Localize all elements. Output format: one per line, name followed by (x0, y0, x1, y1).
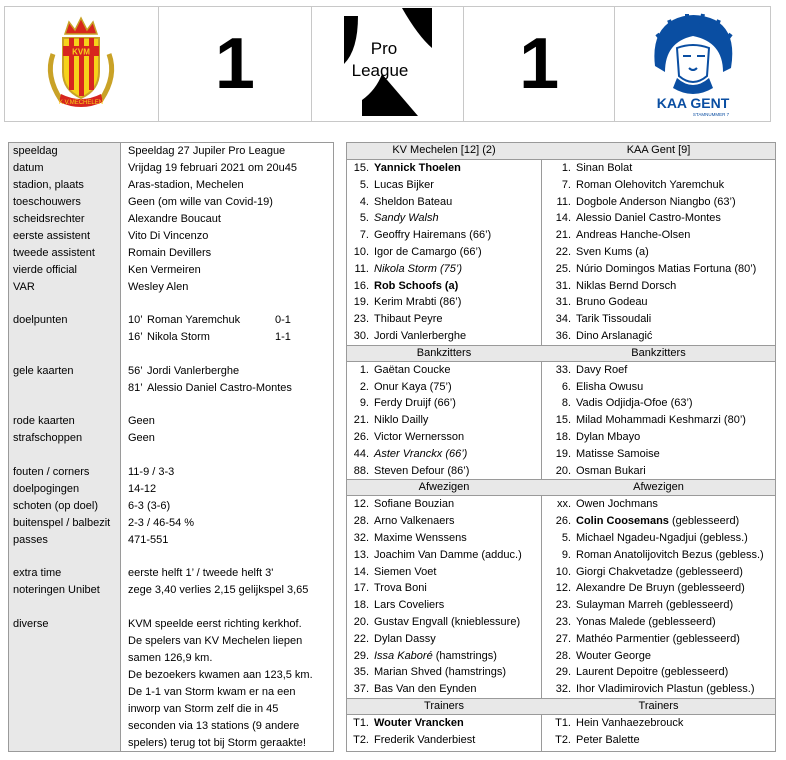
bench-home-row (341, 412, 428, 429)
absent-away-row (543, 614, 716, 631)
info-row-strafschoppen: strafschoppen Geen (13, 432, 155, 444)
starter-away-row (543, 294, 648, 311)
player-number: 9. (359, 397, 369, 410)
svg-text:K.V.MECHELEN: K.V.MECHELEN (59, 100, 104, 106)
away-score: 1 (519, 24, 560, 104)
player-name: Giorgi Chakvetadze (geblesseerd) (576, 565, 743, 578)
lineup-header (347, 143, 775, 160)
player-number: 31. (555, 296, 571, 309)
player-number: 7. (561, 178, 571, 191)
player-number: 18. (353, 599, 369, 612)
absent-away-row (543, 631, 740, 648)
match-header (4, 6, 771, 122)
player-name: Wouter George (576, 649, 652, 662)
player-name: Lars Coveliers (374, 599, 445, 612)
player-number: 34. (555, 313, 571, 326)
player-number: 4. (359, 195, 369, 208)
away-logo-cell (615, 7, 770, 121)
player-name: Davy Roef (576, 363, 628, 376)
player-number: 11. (556, 195, 571, 208)
player-name: Ferdy Druijf (66’) (374, 397, 456, 410)
bench-home-row (341, 395, 456, 412)
absent-away-row (543, 547, 764, 564)
diverse-line: De spelers van KV Mechelen liepen (128, 635, 303, 647)
diverse-line: seconden via 13 stations (9 andere (128, 720, 300, 732)
bench-home-row (341, 362, 450, 379)
starter-home-row (341, 210, 439, 227)
player-name: Onur Kaya (75’) (374, 380, 452, 393)
player-name: Niklo Dailly (374, 414, 429, 427)
trainers-header-away: Trainers (638, 700, 679, 712)
absent-home-row (341, 631, 436, 648)
player-name: Núrio Domingos Matias Fortuna (80’) (576, 262, 757, 275)
player-number: 5. (359, 178, 369, 191)
player-name: Sheldon Bateau (374, 195, 453, 208)
player-name: Wouter Vrancken (374, 717, 464, 729)
player-number: xx. (556, 498, 571, 511)
player-number: 5. (561, 532, 571, 544)
bench-away-row (543, 395, 693, 412)
absent-home-row (341, 513, 455, 530)
player-number: 17. (353, 582, 369, 595)
player-number: 21. (555, 229, 571, 242)
away-logo-sub: STAMNUMMER 7 (692, 112, 729, 116)
absent-home-row (341, 648, 497, 665)
trainers-header-home: Trainers (424, 700, 464, 712)
kaa-gent-logo-icon (643, 12, 743, 116)
player-number: 19. (353, 296, 369, 309)
absent-away-row (543, 648, 651, 665)
player-name: Trova Boni (374, 582, 427, 595)
player-name: Osman Bukari (576, 464, 646, 477)
player-name: Colin Coosemans (576, 515, 669, 528)
player-name: Hein Vanhaezebrouck (576, 717, 684, 729)
player-number: T2. (353, 733, 369, 746)
diverse-line: spelers) terug tot bij Storm geraakte! (128, 737, 306, 749)
player-number: 13. (353, 548, 369, 561)
trainer-home-row (341, 715, 464, 732)
player-name: Thibaut Peyre (374, 313, 443, 326)
player-number: 16. (353, 279, 369, 292)
player-number: 10. (555, 565, 571, 578)
player-name: Bas Van den Eynden (374, 683, 477, 696)
bench-away-row (543, 429, 640, 446)
info-row-schoten: schoten (op doel) 6-3 (3-6) (13, 500, 171, 512)
info-row-fouten: fouten / corners 11-9 / 3-3 (13, 466, 175, 478)
player-name: Bruno Godeau (576, 296, 648, 309)
player-number: 29. (353, 649, 369, 662)
player-number: 8. (561, 397, 571, 410)
player-number: T1. (555, 717, 571, 729)
info-row-buitenspel: buitenspel / balbezit 2-3 / 46-54 % (13, 517, 195, 529)
absent-away-row (543, 513, 739, 530)
player-number: 22. (555, 246, 571, 258)
absent-away-row (543, 664, 728, 681)
player-number: 10. (353, 246, 369, 258)
diverse-line: inworp van Storm zelf die in 45 (128, 703, 279, 715)
info-row-rode-kaarten: rode kaarten Geen (13, 415, 155, 427)
absent-home-row (341, 547, 522, 564)
player-name: Issa Kaboré (374, 649, 433, 662)
player-name: Ihor Vladimirovich Plastun (gebless.) (576, 683, 755, 696)
info-row-diverse: diverse KVM speelde eerst richting kerkhof. (13, 618, 302, 630)
player-name: Alexandre De Bruyn (geblesseerd) (576, 582, 745, 595)
player-name: Sandy Walsh (374, 212, 439, 225)
absent-home-row (341, 597, 444, 614)
player-number: 1. (359, 363, 369, 376)
player-name: Tarik Tissoudali (576, 313, 652, 326)
player-name: Frederik Vanderbiest (374, 733, 476, 746)
player-name: Michael Ngadeu-Ngadjui (gebless.) (576, 532, 748, 544)
absent-header-home: Afwezigen (418, 481, 470, 494)
league-logo-line1: Pro (371, 39, 398, 58)
player-name: Mathéo Parmentier (geblesseerd) (576, 632, 740, 645)
player-number: 5. (359, 212, 369, 225)
player-number: 22. (353, 632, 369, 645)
bench-home-row (341, 463, 469, 480)
starter-home-row (341, 311, 442, 328)
player-note: (geblesseerd) (668, 515, 740, 528)
bench-away-row (543, 463, 646, 480)
player-number: 12. (555, 582, 571, 595)
info-row-toeschouwers: toeschouwers Geen (om wille van Covid-19) (13, 196, 273, 208)
bench-away-row (543, 362, 627, 379)
info-row-goal2: 16’ Nikola Storm 1-1 (128, 331, 291, 343)
starter-away-row (543, 311, 651, 328)
player-number: 44. (353, 447, 369, 460)
player-name: Alessio Daniel Castro-Montes (576, 212, 721, 225)
player-name: Sven Kums (a) (576, 246, 649, 258)
bench-home-row (341, 379, 452, 396)
player-name: Rob Schoofs (a) (374, 279, 459, 292)
player-number: 7. (359, 229, 369, 242)
trainer-away-row (543, 715, 683, 732)
player-number: T2. (555, 733, 571, 746)
info-row-speeldag: speeldag Speeldag 27 Jupiler Pro League (13, 145, 286, 157)
absent-away-row (543, 496, 658, 513)
bench-home-row (341, 446, 467, 463)
player-name: Maxime Wenssens (374, 532, 467, 544)
player-number: T1. (353, 717, 369, 729)
player-number: 2. (359, 380, 369, 393)
player-name: Siemen Voet (374, 565, 437, 578)
player-number: 21. (353, 414, 369, 427)
home-logo-cell (5, 7, 159, 121)
player-name: Niklas Bernd Dorsch (576, 279, 677, 292)
player-number: 29. (555, 666, 571, 679)
info-row-passes: passes 471-551 (13, 534, 169, 546)
absent-away-row (543, 530, 748, 547)
starter-away-row (543, 160, 632, 177)
info-row-datum: datum Vrijdag 19 februari 2021 om 20u45 (13, 162, 297, 174)
player-name: Steven Defour (86’) (374, 464, 470, 477)
starter-home-row (341, 227, 491, 244)
bench-header-away: Bankzitters (631, 346, 686, 359)
player-name: Vadis Odjidja-Ofoe (63’) (576, 397, 693, 410)
player-name: Milad Mohammadi Keshmarzi (80’) (576, 414, 746, 427)
starter-away-row (543, 177, 724, 194)
player-number: 28. (555, 649, 571, 662)
player-number: 20. (353, 616, 369, 628)
league-logo-line2: League (352, 61, 409, 80)
starter-away-row (543, 278, 676, 295)
absent-home-row (341, 530, 467, 547)
info-row-official: vierde official Ken Vermeiren (13, 264, 201, 276)
info-row-doelpunten: doelpunten 10’ Roman Yaremchuk 0-1 (13, 314, 291, 326)
player-name: Gustav Engvall (knieblessure) (374, 616, 521, 628)
starter-away-row (543, 328, 652, 345)
absent-home-row (341, 496, 454, 513)
info-row-geel2: 81’ Alessio Daniel Castro-Montes (128, 382, 292, 394)
trainer-away-row (543, 732, 640, 749)
player-number: 88. (353, 464, 369, 477)
league-logo-cell (312, 7, 464, 121)
absent-home-row (341, 614, 520, 631)
absent-away-row (543, 564, 743, 581)
starter-away-row (543, 227, 690, 244)
absent-home-row (341, 664, 506, 681)
player-name: Sinan Bolat (576, 162, 633, 174)
player-number: 32. (555, 683, 571, 696)
trainer-home-row (341, 732, 475, 749)
starter-home-row (341, 244, 482, 261)
match-info-table (8, 142, 334, 752)
player-name: Roman Olehovitch Yaremchuk (576, 178, 725, 191)
starter-home-row (341, 160, 461, 177)
player-name: Victor Wernersson (374, 431, 465, 443)
starter-home-row (341, 294, 461, 311)
player-note: (hamstrings) (432, 649, 497, 662)
player-number: 23. (555, 599, 571, 612)
player-name: Jordi Vanlerberghe (374, 330, 467, 342)
absent-home-row (341, 564, 436, 581)
home-score: 1 (214, 24, 255, 104)
player-name: Yonas Malede (geblesseerd) (576, 616, 716, 628)
info-row-assist2: tweede assistent Romain Devillers (13, 247, 212, 259)
player-number: 36. (555, 330, 571, 342)
player-name: Laurent Depoitre (geblesseerd) (576, 666, 729, 679)
player-number: 23. (353, 313, 369, 326)
starter-away-row (543, 194, 736, 211)
player-name: Lucas Bijker (374, 178, 434, 191)
player-number: 27. (555, 632, 571, 645)
bench-home-row (341, 429, 464, 446)
absent-away-row (543, 580, 745, 597)
player-name: Matisse Samoise (576, 447, 660, 460)
starter-away-row (543, 261, 756, 278)
absent-away-row (543, 597, 733, 614)
player-name: Aster Vranckx (66’) (374, 447, 468, 460)
bench-away-row (543, 446, 660, 463)
info-row-assist1: eerste assistent Vito Di Vincenzo (13, 230, 209, 242)
player-number: 33. (555, 363, 571, 376)
player-name: Arno Valkenaers (374, 515, 455, 528)
starter-home-row (341, 328, 466, 345)
player-name: Sofiane Bouzian (374, 498, 455, 511)
bench-away-row (543, 412, 746, 429)
player-number: 30. (353, 330, 369, 342)
diverse-line: samen 126,9 km. (128, 652, 213, 664)
player-number: 11. (354, 262, 369, 275)
info-row-scheidsrechter: scheidsrechter Alexandre Boucaut (13, 213, 221, 225)
player-name: Dogbole Anderson Niangbo (63’) (576, 195, 736, 208)
kv-mechelen-logo-icon (39, 14, 123, 114)
player-number: 25. (555, 262, 571, 275)
player-number: 32. (353, 532, 369, 544)
player-name: Dylan Dassy (374, 632, 436, 645)
player-number: 15. (555, 414, 571, 427)
absent-home-row (341, 580, 427, 597)
player-name: Nikola Storm (75’) (374, 262, 463, 275)
lineup-column-divider (541, 143, 542, 751)
player-number: 23. (555, 616, 571, 628)
absent-header (347, 479, 775, 496)
bench-header-home: Bankzitters (416, 346, 472, 359)
info-row-gele-kaarten: gele kaarten 56’ Jordi Vanlerberghe (13, 365, 240, 377)
player-number: 26. (555, 515, 571, 528)
player-name: Roman Anatolijovitch Bezus (gebless.) (576, 548, 764, 561)
away-score-cell (464, 7, 616, 121)
player-name: Marian Shved (hamstrings) (374, 666, 507, 679)
lineup-table (346, 142, 776, 752)
player-number: 9. (561, 548, 571, 561)
absent-header-away: Afwezigen (633, 481, 684, 494)
player-number: 1. (561, 162, 571, 174)
player-number: 37. (353, 683, 369, 696)
player-number: 18. (555, 431, 571, 443)
player-name: Kerim Mrabti (86’) (374, 296, 462, 309)
player-name: Elisha Owusu (576, 380, 644, 393)
lineup-header-away: KAA Gent [9] (626, 144, 691, 156)
player-name: Dylan Mbayo (576, 431, 641, 443)
starter-home-row (341, 278, 458, 295)
player-name: Dino Arslanagić (576, 330, 653, 342)
bench-header (347, 345, 775, 362)
bench-away-row (543, 379, 643, 396)
player-name: Geoffry Hairemans (66’) (374, 229, 492, 242)
player-number: 26. (353, 431, 369, 443)
absent-away-row (543, 681, 755, 698)
starter-home-row (341, 261, 462, 278)
svg-text:KVM: KVM (72, 47, 91, 57)
player-number: 35. (353, 666, 369, 679)
player-number: 19. (555, 447, 571, 460)
home-score-cell (159, 7, 313, 121)
player-number: 12. (353, 498, 369, 511)
absent-home-row (341, 681, 477, 698)
player-name: Sulayman Marreh (geblesseerd) (576, 599, 734, 612)
away-logo-text: KAA GENT (656, 95, 729, 111)
player-name: Igor de Camargo (66’) (374, 246, 482, 258)
player-name: Gaëtan Coucke (374, 363, 451, 376)
player-name: Joachim Van Damme (adduc.) (374, 548, 522, 561)
info-row-var: VAR Wesley Alen (13, 281, 189, 293)
player-name: Owen Jochmans (576, 498, 658, 511)
info-row-doelpogingen: doelpogingen 14-12 (13, 483, 157, 495)
info-row-stadion: stadion, plaats Aras-stadion, Mechelen (13, 179, 244, 191)
player-number: 6. (561, 380, 571, 393)
player-name: Yannick Thoelen (374, 162, 461, 174)
lineup-header-home: KV Mechelen [12] (2) (392, 144, 496, 156)
trainers-header (347, 698, 775, 715)
starter-home-row (341, 177, 434, 194)
starter-away-row (543, 244, 649, 261)
player-number: 15. (353, 162, 369, 174)
diverse-line: De 1-1 van Storm kwam er na een (128, 686, 296, 698)
player-number: 14. (555, 212, 571, 225)
info-row-extra-time: extra time eerste helft 1’ / tweede helft 3' (13, 567, 274, 579)
player-number: 20. (555, 464, 571, 477)
player-name: Peter Balette (576, 733, 640, 746)
starter-away-row (543, 210, 721, 227)
starter-home-row (341, 194, 452, 211)
player-number: 14. (353, 565, 369, 578)
player-name: Andreas Hanche-Olsen (576, 229, 691, 242)
info-row-unibet: noteringen Unibet zege 3,40 verlies 2,15 gelijkspel 3,65 (13, 584, 309, 596)
player-number: 31. (555, 279, 571, 292)
player-number: 28. (353, 515, 369, 528)
diverse-line: De bezoekers kwamen aan 123,5 km. (128, 669, 313, 681)
pro-league-logo-icon (332, 8, 442, 120)
